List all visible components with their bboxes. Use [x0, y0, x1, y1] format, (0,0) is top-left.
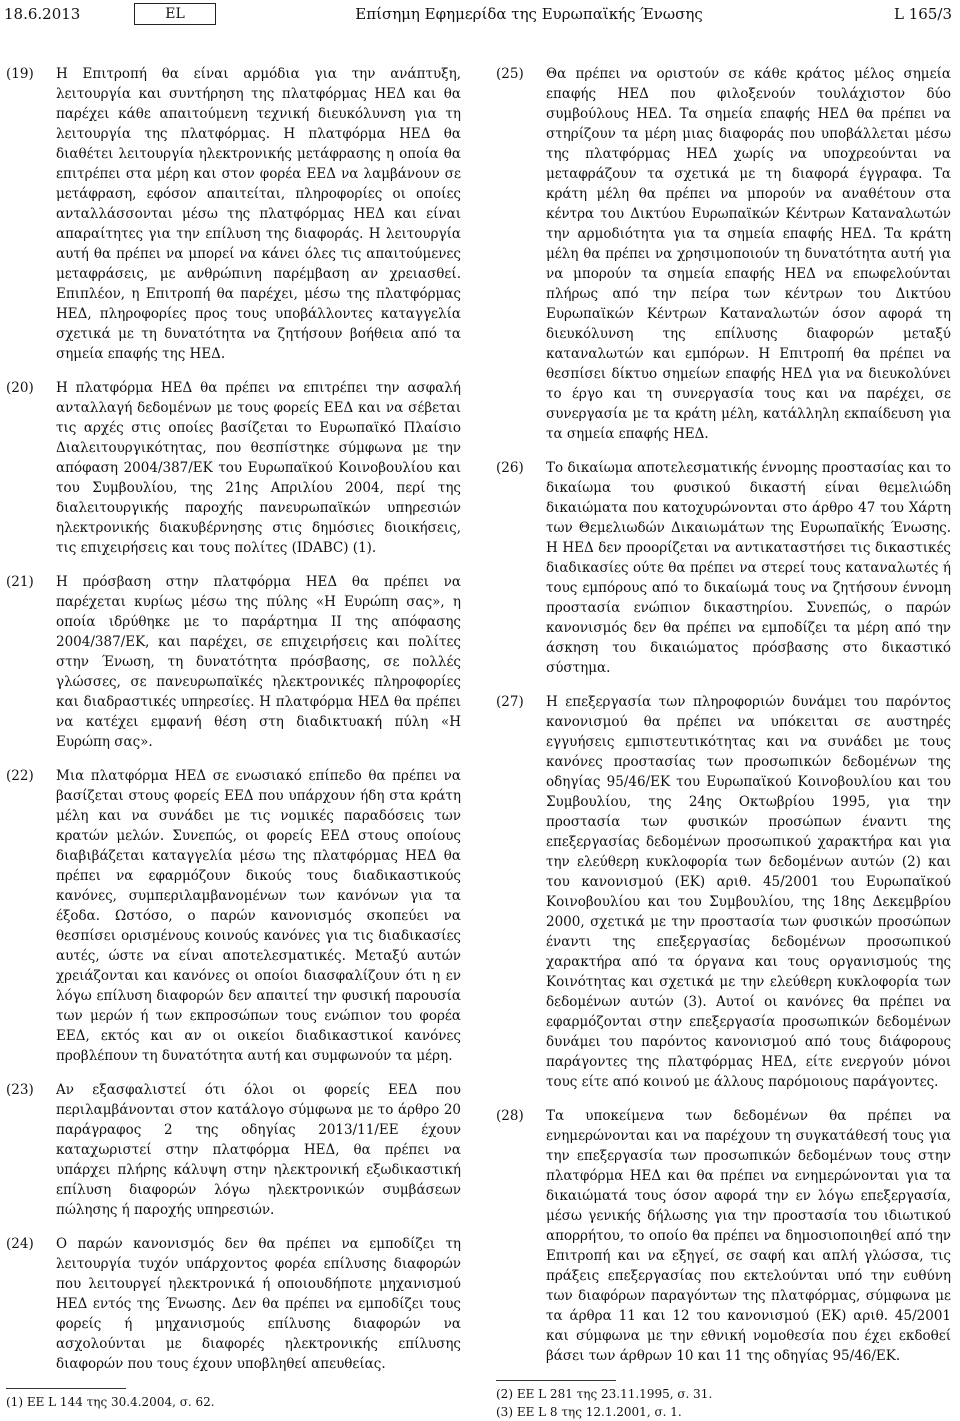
recital	[496, 64, 951, 444]
recital-text: Αν εξασφαλιστεί ότι όλοι οι φορείς ΕΕΔ που περιλαμβάνονται στον κατάλογο σύμφωνα με το άρθρο 20 παράγραφος 2 της οδηγίας 2013/11/ΕΕ έχουν καταχωριστεί στην πλατφόρμα ΗΕΔ, θα πρέπει να υπάρχει πλήρης κάλυψη στην ηλεκτρονική εξωδικαστική επίλυση διαφορών λόγω ηλεκτρονικών συμβάσεων πώλησης ή παροχής υπηρεσιών.	[56, 1082, 461, 1218]
page-reference: L 165/3	[894, 5, 952, 23]
recital	[6, 572, 461, 752]
recital	[6, 1080, 461, 1220]
recital-text: Θα πρέπει να οριστούν σε κάθε κράτος μέλος σημεία επαφής ΗΕΔ που φιλοξενούν τουλάχιστον δύο συμβούλους ΗΕΔ. Τα σημεία επαφής ΗΕΔ θα πρέπει να στηρίζουν τα μέρη μιας διαφοράς που υποβάλλεται μέσω της πλατφόρμας ΗΕΔ χωρίς να υποχρεούνται να μεταφράζουν τα σχετικά με τη διαφορά έγγραφα. Τα κράτη μέλη θα πρέπει να μπορούν να αναθέτουν στα κέντρα του Δικτύου Ευρωπαϊκών Κέντρων Καταναλωτών την αρμοδιότητα για τα σημεία επαφής ΗΕΔ. Τα κράτη μέλη θα πρέπει να χρησιμοποιούν τη δυνατότητα αυτή για να μπορούν τα σημεία επαφής ΗΕΔ να επωφελούνται πλήρως από την πείρα των κέντρων του Δικτύου Ευρωπαϊκών Κέντρων Καταναλωτών όσον αφορά τη διευκόλυνση της επίλυσης διαφορών μεταξύ καταναλωτών και εμπόρων. Η Επιτροπή θα πρέπει να θεσπίσει δίκτυο σημείων επαφής ΗΕΔ για να διευκολύνει το έργο και τη συνεργασία τους και να παρέχει, σε συνεργασία με τα κράτη μέλη, κατάλληλη εκπαίδευση για τα σημεία επαφής ΗΕΔ.	[546, 66, 951, 442]
recital-number: (21)	[6, 574, 34, 590]
recital	[6, 766, 461, 1066]
recital-number: (28)	[496, 1108, 524, 1124]
recital-text: Η Επιτροπή θα είναι αρμόδια για την ανάπτυξη, λειτουργία και συντήρηση της πλατφόρμας ΗΕΔ και θα παρέχει κάθε απαιτούμενη τεχνική διευκόλυνση για τη λειτουργία της πλατφόρμας. Η πλατφόρμα ΗΕΔ θα διαθέτει λειτουργία ηλεκτρονικής μετάφρασης η οποία θα επιτρέπει στα μέρη και στον φορέα ΕΕΔ να λαμβάνουν σε μετάφραση, εφόσον απαιτείται, πληροφορίες οι οποίες ανταλλάσσονται μέσω της πλατφόρμας ΗΕΔ και είναι απαραίτητες για την επίλυση της διαφοράς. Η λειτουργία αυτή θα πρέπει να μπορεί να κάνει όλες τις απαιτούμενες μεταφράσεις, με ανθρώπινη παρέμβαση αν χρειασθεί. Επιπλέον, η Επιτροπή θα παρέχει, μέσω της πλατφόρμας ΗΕΔ, πληροφορίες προς τους υποβάλλοντες καταγγελία σχετικά με τη δυνατότητα να ζητήσουν βοήθεια από τα σημεία επαφής της ΗΕΔ.	[56, 66, 461, 362]
recital-number: (24)	[6, 1236, 34, 1252]
recital-number: (19)	[6, 66, 34, 82]
recital	[496, 1106, 951, 1366]
left-column	[6, 64, 461, 1411]
journal-title: Επίσημη Εφημερίδα της Ευρωπαϊκής Ένωσης	[355, 5, 703, 23]
recital-number: (20)	[6, 380, 34, 396]
recital-number: (22)	[6, 768, 34, 784]
footnote-divider	[6, 1388, 126, 1389]
page-header	[4, 2, 952, 26]
recital-number: (26)	[496, 460, 524, 476]
publication-date: 18.6.2013	[4, 5, 81, 23]
recital	[496, 692, 951, 1092]
recital-text: Η επεξεργασία των πληροφοριών δυνάμει του παρόντος κανονισμού θα πρέπει να υπόκειται σε αυστηρές εγγυήσεις εμπιστευτικότητας και να συνάδει με τους κανόνες προστασίας των προσωπικών δεδομένων της οδηγίας 95/46/ΕΚ του Ευρωπαϊκού Κοινοβουλίου και του Συμβουλίου, της 24ης Οκτωβρίου 1995, για την προστασία των φυσικών προσώπων έναντι της επεξεργασίας δεδομένων προσωπικού χαρακτήρα και για την ελεύθερη κυκλοφορία των δεδομένων αυτών (2) και του κανονισμού (ΕΚ) αριθ. 45/2001 του Ευρωπαϊκού Κοινοβουλίου και του Συμβουλίου, της 18ης Δεκεμβρίου 2000, σχετικά με την προστασία των φυσικών προσώπων έναντι της επεξεργασίας δεδομένων προσωπικού χαρακτήρα από τα όργανα και τους οργανισμούς της Κοινότητας και σχετικά με την ελεύθερη κυκλοφορία των δεδομένων αυτών (3). Αυτοί οι κανόνες θα πρέπει να εφαρμόζονται στην επεξεργασία προσωπικών δεδομένων δυνάμει του παρόντος κανονισμού από τους διάφορους παράγοντες της πλατφόρμας ΗΕΔ, είτε ενεργούν μόνοι τους είτε από κοινού με άλλους παρόμοιους παράγοντες.	[546, 694, 951, 1090]
recital	[6, 378, 461, 558]
recital-text: Το δικαίωμα αποτελεσματικής έννομης προστασίας και το δικαίωμα του φυσικού δικαστή είναι θεμελιώδη δικαιώματα που κατοχυρώνονται στο άρθρο 47 του Χάρτη των Θεμελιωδών Δικαιωμάτων της Ευρωπαϊκής Ένωσης. Η ΗΕΔ δεν προορίζεται να αντικαταστήσει τις δικαστικές διαδικασίες ούτε θα πρέπει να στερεί τους καταναλωτές ή τους εμπόρους από το δικαίωμά τους να ζητήσουν έννομη προστασία ενώπιον δικαστηρίου. Συνεπώς, ο παρών κανονισμός δεν θα πρέπει να εμποδίζει τα μέρη από την άσκηση του δικαιώματος πρόσβασης στο δικαστικό σύστημα.	[546, 460, 951, 676]
right-column	[496, 64, 951, 1421]
footnote: (1) ΕΕ L 144 της 30.4.2004, σ. 62.	[6, 1395, 215, 1409]
recital-number: (27)	[496, 694, 524, 710]
footnote: (3) ΕΕ L 8 της 12.1.2001, σ. 1.	[496, 1405, 682, 1419]
recital	[6, 1234, 461, 1374]
recital-text: Τα υποκείμενα των δεδομένων θα πρέπει να ενημερώνονται και να παρέχουν τη συγκατάθεσή τους για την επεξεργασία των προσωπικών δεδομένων τους στην πλατφόρμα ΗΕΔ και θα πρέπει να ενημερώνονται για τα δικαιώματά τους όσον αφορά την εν λόγω επεξεργασία, μέσω γενικής δήλωσης για την προστασία του ιδιωτικού απορρήτου, το οποίο θα πρέπει να δημοσιοποιηθεί από την Επιτροπή και να εξηγεί, σε σαφή και απλή γλώσσα, τις πράξεις επεξεργασίας που εκτελούνται υπό την ευθύνη των διαφόρων παραγόντων της πλατφόρμας, σύμφωνα με τα άρθρα 11 και 12 του κανονισμού (ΕΚ) αριθ. 45/2001 και σύμφωνα με την εθνική νομοθεσία που έχει εκδοθεί βάσει των άρθρων 10 και 11 της οδηγίας 95/46/ΕΚ.	[546, 1108, 951, 1364]
recital	[496, 458, 951, 678]
recital-text: Η πρόσβαση στην πλατφόρμα ΗΕΔ θα πρέπει να παρέχεται κυρίως μέσω της πύλης «Η Ευρώπη σας», η οποία ιδρύθηκε με το παράρτημα II της απόφασης 2004/387/ΕΚ, και παρέχει, σε επιχειρήσεις και πολίτες στην Ένωση, τη δυνατότητα πρόσβασης, σε πολλές γλώσσες, σε πανευρωπαϊκές ηλεκτρονικές πληροφορίες και διαδραστικές υπηρεσίες. Η πλατφόρμα ΗΕΔ θα πρέπει να κατέχει εμφανή θέση στη διαδικτυακή πύλη «Η Ευρώπη σας».	[56, 574, 461, 750]
footnote-divider	[496, 1380, 616, 1381]
recital-text: Η πλατφόρμα ΗΕΔ θα πρέπει να επιτρέπει την ασφαλή ανταλλαγή δεδομένων με τους φορείς ΕΕΔ και να σέβεται τις αρχές στις οποίες βασίζεται το Ευρωπαϊκό Πλαίσιο Διαλειτουργικότητας, που θεσπίστηκε σύμφωνα με την απόφαση 2004/387/ΕΚ του Ευρωπαϊκού Κοινοβουλίου και του Συμβουλίου, της 21ης Απριλίου 2004, περί της διαλειτουργικής παροχής πανευρωπαϊκών υπηρεσιών ηλεκτρονικής διακυβέρνησης στις δημόσιες διοικήσεις, τις επιχειρήσεις και τους πολίτες (IDABC) (1).	[56, 380, 461, 556]
recital	[6, 64, 461, 364]
recital-number: (25)	[496, 66, 524, 82]
recital-text: Ο παρών κανονισμός δεν θα πρέπει να εμποδίζει τη λειτουργία τυχόν υπάρχοντος φορέα επίλυσης διαφορών που λειτουργεί ηλεκτρονικά ή οποιουδήποτε μηχανισμού ΗΕΔ εντός της Ένωσης. Δεν θα πρέπει να εμποδίζει τους φορείς ή μηχανισμούς επίλυσης διαφορών να ασχολούνται με διαφορές ηλεκτρονικής επίλυσης διαφορών που τους έχουν υποβληθεί απευθείας.	[56, 1236, 461, 1372]
recital-number: (23)	[6, 1082, 34, 1098]
recital-text: Μια πλατφόρμα ΗΕΔ σε ενωσιακό επίπεδο θα πρέπει να βασίζεται στους φορείς ΕΕΔ που υπάρχουν ήδη στα κράτη μέλη και να συνάδει με τις νομικές παραδόσεις των κρατών μελών. Συνεπώς, οι φορείς ΕΕΔ στους οποίους διαβιβάζεται καταγγελία μέσω της πλατφόρμας ΗΕΔ θα πρέπει να εφαρμόζουν δικούς τους διαδικαστικούς κανόνες, συμπεριλαμβανομένων των κανόνων για τα έξοδα. Ωστόσο, ο παρών κανονισμός σκοπεύει να θεσπίσει ορισμένους κοινούς κανόνες για τις διαδικασίες αυτές, ώστε να είναι αποτελεσματικές. Μεταξύ αυτών χρειάζονται και κανόνες οι οποίοι διασφαλίζουν ότι η εν λόγω επίλυση διαφορών δεν απαιτεί την φυσική παρουσία των μερών ή των εκπροσώπων τους ενώπιον του φορέα ΕΕΔ, εκτός και αν οι οικείοι διαδικαστικοί κανόνες προβλέπουν τη δυνατότητα αυτή και συμφωνούν τα μέρη.	[56, 768, 461, 1064]
footnote: (2) ΕΕ L 281 της 23.11.1995, σ. 31.	[496, 1387, 713, 1401]
language-code-box: EL	[134, 3, 216, 25]
